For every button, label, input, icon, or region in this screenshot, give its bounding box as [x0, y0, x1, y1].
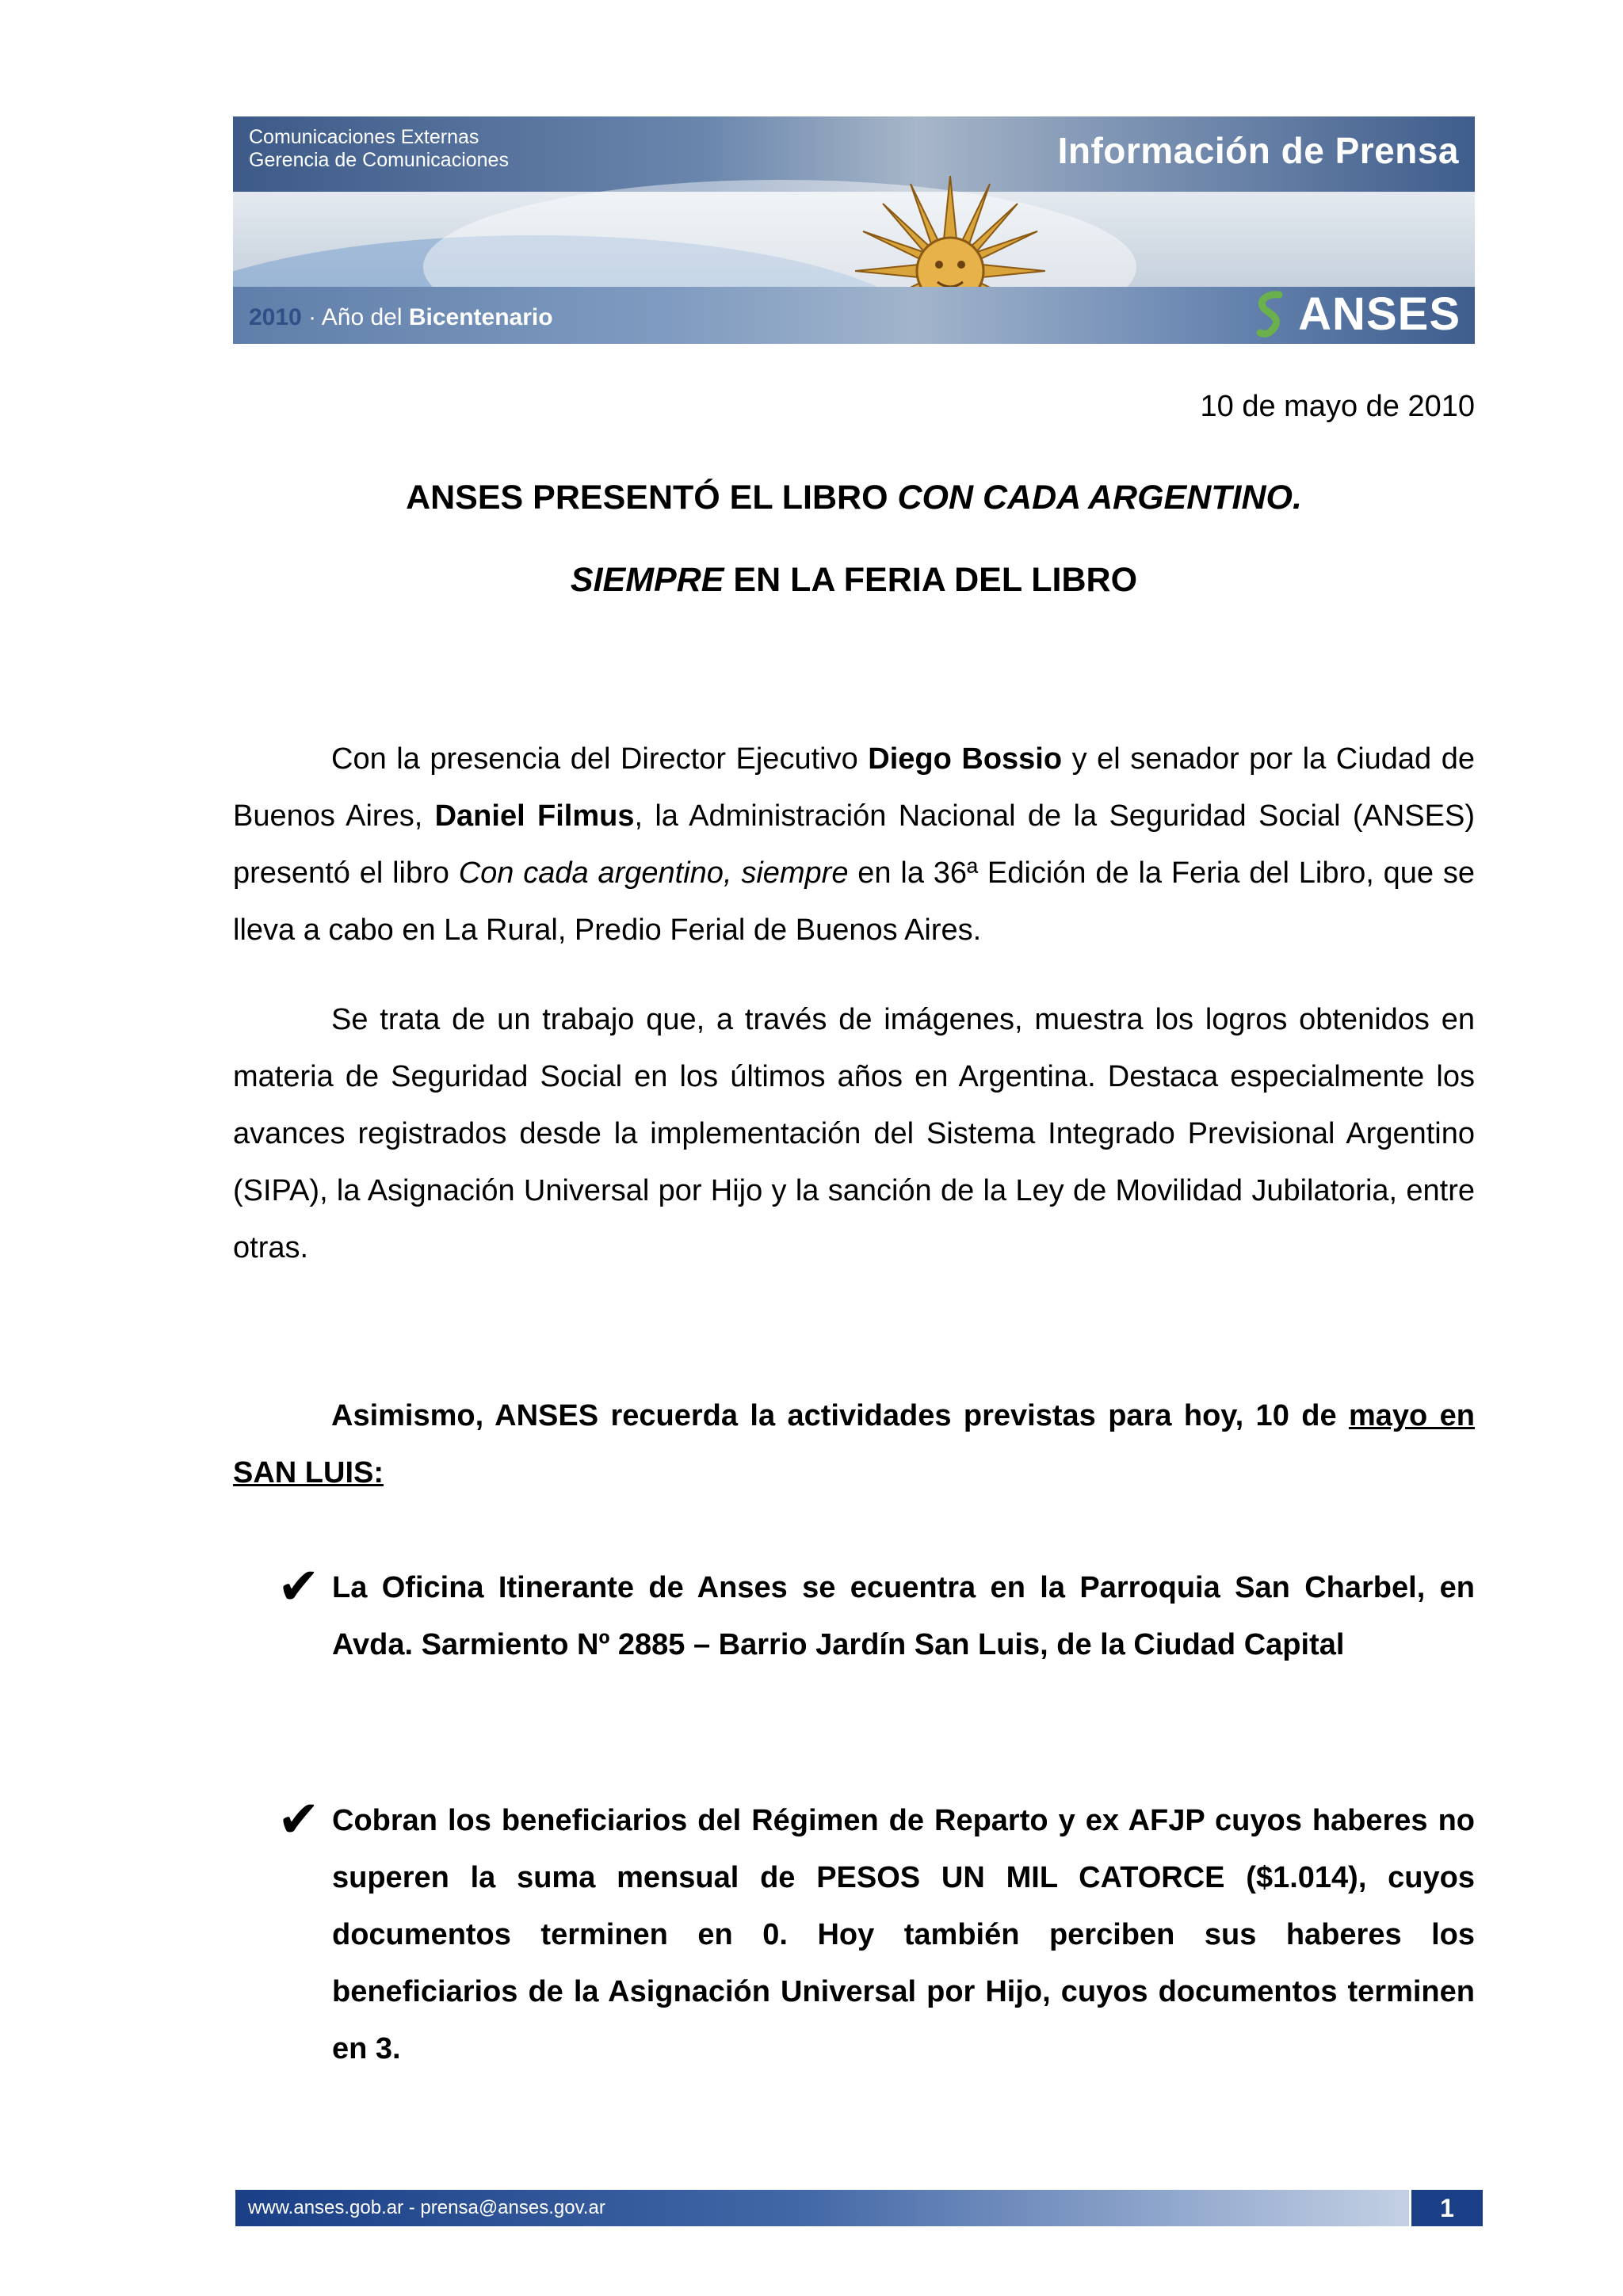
checkmark-icon: ✔ — [277, 1791, 320, 1848]
p1-senator-name: Daniel Filmus — [434, 799, 635, 833]
bicentenario-label — [249, 304, 553, 331]
anses-logo-text: ANSES — [1298, 288, 1461, 340]
bicentenario-year: 2010 — [249, 304, 302, 330]
list-item — [277, 1559, 1475, 1673]
bullet-text-office: La Oficina Itinerante de Anses se ecuentra en la Parroquia San Charbel, en Avda. Sarmiento Nº 2885 – Barrio Jardín San Luis, de la Ciudad Capital — [332, 1571, 1475, 1661]
bicentenario-sep: · Año del — [301, 304, 409, 330]
p1-book-title: Con cada argentino, siempre — [458, 856, 849, 890]
press-header-banner — [233, 116, 1475, 344]
paragraph-description: Se trata de un trabajo que, a través de imágenes, muestra los logros obtenidos en materia de Seguridad Social en los últimos años en Argentina. Destaca especialmente los avances registrados desde la implementación del Sistema Integrado Previsional Argentino (SIPA), la Asignación Universal por Hijo y la sanción de la Ley de Movilidad Jubilatoria, entre otras. — [233, 1003, 1475, 1264]
headline-line-1 — [233, 475, 1475, 520]
headline-2-plain: EN LA FERIA DEL LIBRO — [724, 561, 1138, 599]
department-label — [249, 126, 509, 172]
p1-director-name: Diego Bossio — [868, 742, 1063, 776]
press-date: 10 de mayo de 2010 — [1200, 390, 1475, 423]
paragraph-presentation — [233, 730, 1475, 959]
dept-line-1: Comunicaciones Externas — [249, 126, 479, 148]
anses-logo-icon — [1252, 290, 1289, 338]
p1-text-1: Con la presencia del Director Ejecutivo — [331, 742, 869, 776]
page-footer — [235, 2190, 1483, 2226]
headline-1-italic: CON CADA ARGENTINO. — [897, 479, 1302, 517]
p3-text: Asimismo, ANSES recuerda la actividades previstas para hoy, 10 de — [331, 1399, 1349, 1432]
paragraph-activities — [233, 1387, 1475, 1501]
checkmark-icon: ✔ — [277, 1558, 320, 1615]
p3-underlined: mayo en SAN LUIS: — [233, 1399, 1475, 1489]
press-info-title: Información de Prensa — [1057, 130, 1459, 171]
bullet-text-payments: Cobran los beneficiarios del Régimen de Reparto y ex AFJP cuyos haberes no superen la suma mensual de PESOS UN MIL CATORCE ($1.014), cuyos documentos terminen en 0. Hoy también perciben sus haberes los beneficiarios de la Asignación Universal por Hijo, cuyos documentos terminen en 3. — [332, 1804, 1475, 2065]
list-item — [277, 1792, 1475, 2077]
footer-contact: www.anses.gob.ar - prensa@anses.gov.ar — [248, 2197, 605, 2218]
p1-text-4: en la 36ª Edición de la Feria del Libro, que se lleva a cabo en La Rural, Predio Ferial de Buenos Aires. — [233, 856, 1476, 947]
dept-line-2: Gerencia de Comunicaciones — [249, 149, 509, 171]
headline-1-plain: ANSES PRESENTÓ EL LIBRO — [406, 479, 898, 517]
anses-logo — [1252, 288, 1461, 339]
p1-text-3: , la Administración Nacional de la Seguridad Social (ANSES) presentó el libro — [233, 799, 1475, 890]
bicentenario-word: Bicentenario — [408, 304, 553, 330]
headline-line-2 — [233, 558, 1475, 602]
page-number: 1 — [1409, 2190, 1483, 2226]
headline-2-italic: SIEMPRE — [570, 561, 724, 599]
p1-text-2: y el senador por la Ciudad de Buenos Aires, — [233, 742, 1475, 833]
